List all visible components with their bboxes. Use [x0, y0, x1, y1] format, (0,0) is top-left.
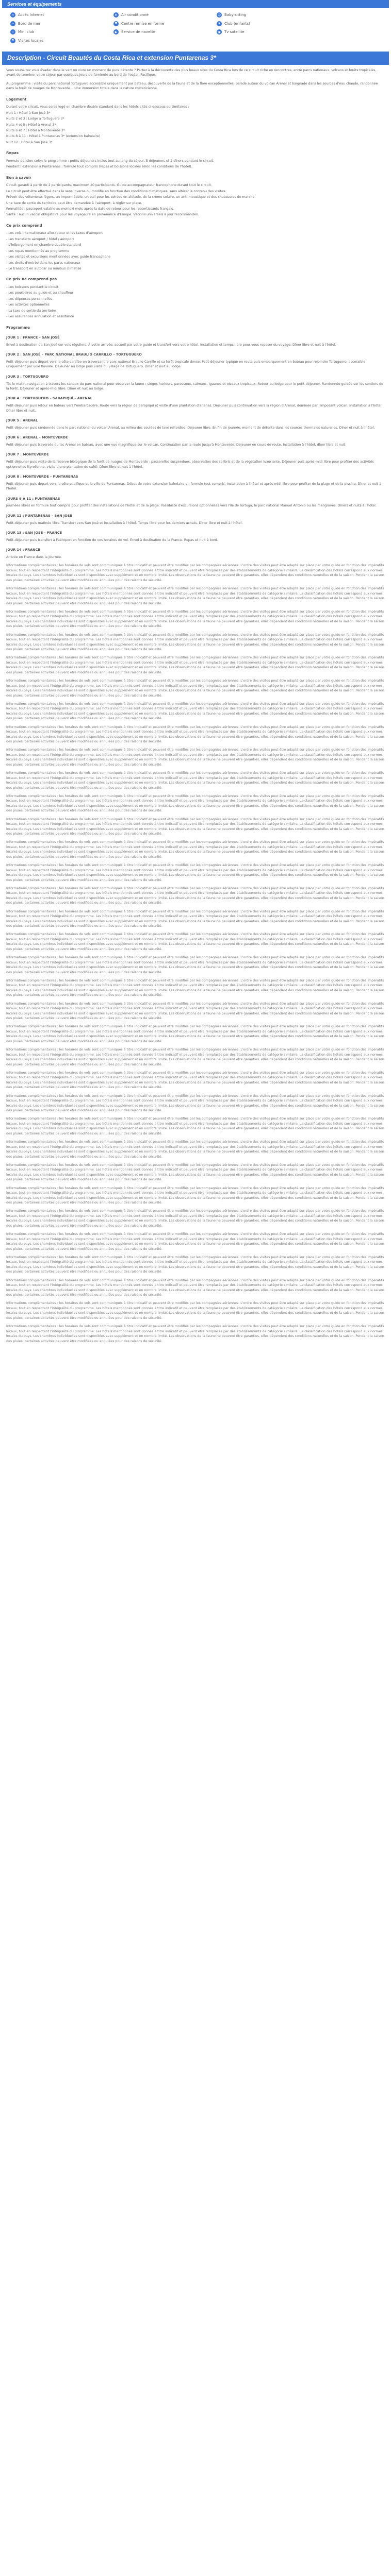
bon-a-savoir-list	[6, 183, 385, 217]
info-paragraph: Informations complémentaires : les horaires de vols sont communiqués à titre indicatif et peuvent être modifiés par les compagnies aériennes. L'ordre des visites peut être adapté sur place par votre guide en fonction des impératifs locaux, tout en respectant l'intégralité du programme. Les hôtels mentionnés sont donnés à titre indicatif et peuvent être remplacés par des établissements de catégorie similaire. La classification des hôtels correspond aux normes locales du pays. Les chambres individuelles sont disponibles avec supplément et en nombre limité. Les observations de la faune ne peuvent être garanties, elles dépendent des conditions naturelles et de la saison. Pendant la saison des pluies, certaines activités peuvent être modifiées ou annulées pour des raisons de sécurité.	[6, 933, 384, 951]
day-text: Petit-déjeuner puis matinée libre. Transfert vers San José et installation à l'hôtel. Temps libre pour les derniers achats. Dîner libre et nuit à l'hôtel.	[6, 521, 243, 525]
additional-info	[6, 563, 385, 1344]
day-text: Petit-déjeuner puis visite de la réserve biologique de la forêt de nuages de Monteverde : passerelles suspendues, observation des colibris et de la végétation luxuriante. Déjeuner puis après-midi libre pour profiter des activités optionnelles (tyrolienne, visite d'une plantation de café). Dîner libre et nuit à l'hôtel.	[6, 460, 374, 469]
day-text: Petit-déjeuner puis randonnée dans le parc national du volcan Arenal, au milieu des coulées de lave refroidies. Déjeuner libre. En fin de journée, moment de détente dans les sources thermales naturelles. Dîner et nuit à l'hôtel.	[6, 426, 375, 430]
day-text: Petit-déjeuner puis retour en bateau vers l'embarcadère. Route vers la région de Sarapiquí et visite d'une plantation d'ananas. Déjeuner puis continuation vers la région d'Arenal, dominée par l'imposant volcan. Installation à l'hôtel. Dîner libre et nuit.	[6, 404, 383, 413]
info-paragraph: Informations complémentaires : les horaires de vols sont communiqués à titre indicatif et peuvent être modifiés par les compagnies aériennes. L'ordre des visites peut être adapté sur place par votre guide en fonction des impératifs locaux, tout en respectant l'intégralité du programme. Les hôtels mentionnés sont donnés à titre indicatif et peuvent être remplacés par des établissements de catégorie similaire. La classification des hôtels correspond aux normes locales du pays. Les chambres individuelles sont disponibles avec supplément et en nombre limité. Les observations de la faune ne peuvent être garanties, elles dépendent des conditions naturelles et de la saison. Pendant la saison des pluies, certaines activités peuvent être modifiées ou annulées pour des raisons de sécurité.	[6, 1255, 384, 1274]
mini-club-icon: ☆	[10, 29, 15, 35]
service-item	[10, 21, 93, 27]
service-label: Baby-sitting	[224, 13, 246, 17]
info-paragraph: Informations complémentaires : les horaires de vols sont communiqués à titre indicatif et peuvent être modifiés par les compagnies aériennes. L'ordre des visites peut être adapté sur place par votre guide en fonction des impératifs locaux, tout en respectant l'intégralité du programme. Les hôtels mentionnés sont donnés à titre indicatif et peuvent être remplacés par des établissements de catégorie similaire. La classification des hôtels correspond aux normes locales du pays. Les chambres individuelles sont disponibles avec supplément et en nombre limité. Les observations de la faune ne peuvent être garanties, elles dépendent des conditions naturelles et de la saison. Pendant la saison des pluies, certaines activités peuvent être modifiées ou annulées pour des raisons de sécurité.	[6, 978, 384, 997]
logement-line: Nuits 6 et 7 : Hôtel à Monteverde 3*	[6, 129, 65, 132]
exclus-line: - La taxe de sortie du territoire	[6, 309, 56, 313]
info-paragraph: Informations complémentaires : les horaires de vols sont communiqués à titre indicatif et peuvent être modifiés par les compagnies aériennes. L'ordre des visites peut être adapté sur place par votre guide en fonction des impératifs locaux, tout en respectant l'intégralité du programme. Les hôtels mentionnés sont donnés à titre indicatif et peuvent être remplacés par des établissements de catégorie similaire. La classification des hôtels correspond aux normes locales du pays. Les chambres individuelles sont disponibles avec supplément et en nombre limité. Les observations de la faune ne peuvent être garanties, elles dépendent des conditions naturelles et de la saison. Pendant la saison des pluies, certaines activités peuvent être modifiées ou annulées pour des raisons de sécurité.	[6, 863, 384, 882]
description-content	[0, 65, 391, 1344]
info-paragraph: Informations complémentaires : les horaires de vols sont communiqués à titre indicatif et peuvent être modifiés par les compagnies aériennes. L'ordre des visites peut être adapté sur place par votre guide en fonction des impératifs locaux, tout en respectant l'intégralité du programme. Les hôtels mentionnés sont donnés à titre indicatif et peuvent être remplacés par des établissements de catégorie similaire. La classification des hôtels correspond aux normes locales du pays. Les chambres individuelles sont disponibles avec supplément et en nombre limité. Les observations de la faune ne peuvent être garanties, elles dépendent des conditions naturelles et de la saison. Pendant la saison des pluies, certaines activités peuvent être modifiées ou annulées pour des raisons de sécurité.	[6, 817, 384, 836]
info-paragraph: Informations complémentaires : les horaires de vols sont communiqués à titre indicatif et peuvent être modifiés par les compagnies aériennes. L'ordre des visites peut être adapté sur place par votre guide en fonction des impératifs locaux, tout en respectant l'intégralité du programme. Les hôtels mentionnés sont donnés à titre indicatif et peuvent être remplacés par des établissements de catégorie similaire. La classification des hôtels correspond aux normes locales du pays. Les chambres individuelles sont disponibles avec supplément et en nombre limité. Les observations de la faune ne peuvent être garanties, elles dépendent des conditions naturelles et de la saison. Pendant la saison des pluies, certaines activités peuvent être modifiées ou annulées pour des raisons de sécurité.	[6, 1002, 384, 1020]
baby-icon: ☺	[217, 13, 221, 17]
repas-line: Formule pension selon le programme : petits-déjeuners inclus tout au long du séjour, 5 déjeuners et 2 dîners pendant le circuit.	[6, 159, 214, 163]
inclus-line: - L'hébergement en chambre double standard	[6, 243, 82, 247]
bon-line: Prévoir des vêtements légers, un imperméable, un pull pour les soirées en altitude, de la crème solaire, un anti-moustique et des chaussures de marche.	[6, 195, 256, 199]
bon-line: Formalités : passeport valable au moins 6 mois après la date de retour pour les ressortissants français.	[6, 207, 174, 211]
repas-list	[6, 159, 385, 170]
day-title: JOUR 8 : MONTEVERDE – PUNTARENAS	[6, 474, 78, 479]
day-title: JOUR 5 : ARENAL	[6, 418, 38, 423]
tv-icon: ▣	[217, 29, 222, 35]
info-paragraph: Informations complémentaires : les horaires de vols sont communiqués à titre indicatif et peuvent être modifiés par les compagnies aériennes. L'ordre des visites peut être adapté sur place par votre guide en fonction des impératifs locaux, tout en respectant l'intégralité du programme. Les hôtels mentionnés sont donnés à titre indicatif et peuvent être remplacés par des établissements de catégorie similaire. La classification des hôtels correspond aux normes locales du pays. Les chambres individuelles sont disponibles avec supplément et en nombre limité. Les observations de la faune ne peuvent être garanties, elles dépendent des conditions naturelles et de la saison. Pendant la saison des pluies, certaines activités peuvent être modifiées ou annulées pour des raisons de sécurité.	[6, 909, 384, 928]
logement-line: Durant votre circuit, vous serez logé en chambre double standard dans les hôtels cités ci-dessous ou similaires :	[6, 105, 189, 109]
logement-line: Nuits 4 et 5 : Hôtel à Arenal 3*	[6, 123, 56, 127]
info-paragraph: Informations complémentaires : les horaires de vols sont communiqués à titre indicatif et peuvent être modifiés par les compagnies aériennes. L'ordre des visites peut être adapté sur place par votre guide en fonction des impératifs locaux, tout en respectant l'intégralité du programme. Les hôtels mentionnés sont donnés à titre indicatif et peuvent être remplacés par des établissements de catégorie similaire. La classification des hôtels correspond aux normes locales du pays. Les chambres individuelles sont disponibles avec supplément et en nombre limité. Les observations de la faune ne peuvent être garanties, elles dépendent des conditions naturelles et de la saison. Pendant la saison des pluies, certaines activités peuvent être modifiées ou annulées pour des raisons de sécurité.	[6, 1163, 384, 1182]
exclus-list	[6, 285, 385, 319]
info-paragraph: Informations complémentaires : les horaires de vols sont communiqués à titre indicatif et peuvent être modifiés par les compagnies aériennes. L'ordre des visites peut être adapté sur place par votre guide en fonction des impératifs locaux, tout en respectant l'intégralité du programme. Les hôtels mentionnés sont donnés à titre indicatif et peuvent être remplacés par des établissements de catégorie similaire. La classification des hôtels correspond aux normes locales du pays. Les chambres individuelles sont disponibles avec supplément et en nombre limité. Les observations de la faune ne peuvent être garanties, elles dépendent des conditions naturelles et de la saison. Pendant la saison des pluies, certaines activités peuvent être modifiées ou annulées pour des raisons de sécurité.	[6, 886, 384, 905]
service-label: Centre remise en forme	[121, 21, 165, 26]
service-item	[217, 29, 299, 35]
description-intro	[6, 68, 385, 91]
programme-days	[6, 335, 385, 560]
service-item	[113, 12, 196, 18]
info-paragraph: Informations complémentaires : les horaires de vols sont communiqués à titre indicatif et peuvent être modifiés par les compagnies aériennes. L'ordre des visites peut être adapté sur place par votre guide en fonction des impératifs locaux, tout en respectant l'intégralité du programme. Les hôtels mentionnés sont donnés à titre indicatif et peuvent être remplacés par des établissements de catégorie similaire. La classification des hôtels correspond aux normes locales du pays. Les chambres individuelles sont disponibles avec supplément et en nombre limité. Les observations de la faune ne peuvent être garanties, elles dépendent des conditions naturelles et de la saison. Pendant la saison des pluies, certaines activités peuvent être modifiées ou annulées pour des raisons de sécurité.	[6, 840, 384, 859]
bon-line: Une taxe de sortie du territoire peut être demandée à l'aéroport, à régler sur place.	[6, 201, 142, 205]
fitness-icon: ♥	[113, 21, 119, 26]
intro-line: Au programme : visite du parc national Tortuguero accessible uniquement par bateau, découverte de la faune et de la flore exceptionnelles, balade autour du volcan Arenal et baignade dans les sources d'eau chaude, randonnée dans la forêt de nuages de Monteverde… Une immersion totale dans la nature costaricienne.	[6, 81, 378, 91]
service-item	[113, 29, 196, 35]
day-title: JOUR 1 : FRANCE – SAN JOSÉ	[6, 335, 60, 340]
service-label: Club (enfants)	[224, 21, 250, 26]
sea-icon: ∼	[10, 21, 15, 26]
intro-line: Vous souhaitez vous évader dans le vert ou vivre un moment de pure détente ? Partez à la découverte des plus beaux sites du Costa Rica lors de ce circuit riche en rencontres, entre parcs nationaux, volcans et forêts tropicales, avant de terminer votre séjour par quelques jours de farniente au bord de l'océan Pacifique.	[6, 69, 377, 77]
info-paragraph: Informations complémentaires : les horaires de vols sont communiqués à titre indicatif et peuvent être modifiés par les compagnies aériennes. L'ordre des visites peut être adapté sur place par votre guide en fonction des impératifs locaux, tout en respectant l'intégralité du programme. Les hôtels mentionnés sont donnés à titre indicatif et peuvent être remplacés par des établissements de catégorie similaire. La classification des hôtels correspond aux normes locales du pays. Les chambres individuelles sont disponibles avec supplément et en nombre limité. Les observations de la faune ne peuvent être garanties, elles dépendent des conditions naturelles et de la saison. Pendant la saison des pluies, certaines activités peuvent être modifiées ou annulées pour des raisons de sécurité.	[6, 1071, 384, 1090]
day-title: JOUR 7 : MONTEVERDE	[6, 452, 49, 457]
service-item	[113, 21, 196, 27]
exclus-line: - Les pourboires au guide et au chauffeur	[6, 291, 74, 295]
day-title: JOUR 13 : SAN JOSÉ – FRANCE	[6, 531, 62, 535]
services-list	[0, 8, 391, 46]
day-title: JOURS 9 À 11 : PUNTARENAS	[6, 496, 60, 501]
repas-line: Pendant l'extension à Puntarenas : formule tout compris (repas et boissons locales selon les conditions de l'hôtel).	[6, 165, 192, 169]
description-header: Description - Circuit Beautés du Costa Rica et extension Puntarenas 3*	[2, 52, 389, 65]
kids-club-icon: ★	[217, 21, 222, 26]
day-text: Journées libres en formule tout compris pour profiter des installations de l'hôtel et de la plage. Possibilité d'excursions optionnelles vers l'île de Tortuga, le parc national Manuel Antonio ou les mangroves. Dîners et nuits à l'hôtel.	[6, 504, 377, 508]
service-item	[10, 29, 93, 35]
info-paragraph: Informations complémentaires : les horaires de vols sont communiqués à titre indicatif et peuvent être modifiés par les compagnies aériennes. L'ordre des visites peut être adapté sur place par votre guide en fonction des impératifs locaux, tout en respectant l'intégralité du programme. Les hôtels mentionnés sont donnés à titre indicatif et peuvent être remplacés par des établissements de catégorie similaire. La classification des hôtels correspond aux normes locales du pays. Les chambres individuelles sont disponibles avec supplément et en nombre limité. Les observations de la faune ne peuvent être garanties, elles dépendent des conditions naturelles et de la saison. Pendant la saison des pluies, certaines activités peuvent être modifiées ou annulées pour des raisons de sécurité.	[6, 587, 384, 605]
inclus-line: - Les repas mentionnés au programme	[6, 249, 70, 253]
day-title: JOUR 4 : TORTUGUERO – SARAPIQUÍ – ARENAL	[6, 396, 92, 401]
info-paragraph: Informations complémentaires : les horaires de vols sont communiqués à titre indicatif et peuvent être modifiés par les compagnies aériennes. L'ordre des visites peut être adapté sur place par votre guide en fonction des impératifs locaux, tout en respectant l'intégralité du programme. Les hôtels mentionnés sont donnés à titre indicatif et peuvent être remplacés par des établissements de catégorie similaire. La classification des hôtels correspond aux normes locales du pays. Les chambres individuelles sont disponibles avec supplément et en nombre limité. Les observations de la faune ne peuvent être garanties, elles dépendent des conditions naturelles et de la saison. Pendant la saison des pluies, certaines activités peuvent être modifiées ou annulées pour des raisons de sécurité.	[6, 1301, 384, 1320]
exclus-line: - Les boissons pendant le circuit	[6, 285, 59, 289]
service-item	[10, 38, 93, 44]
logement-title: Logement	[6, 97, 27, 101]
inclus-line: - Les visites et excursions mentionnées avec guide francophone	[6, 255, 111, 259]
info-paragraph: Informations complémentaires : les horaires de vols sont communiqués à titre indicatif et peuvent être modifiés par les compagnies aériennes. L'ordre des visites peut être adapté sur place par votre guide en fonction des impératifs locaux, tout en respectant l'intégralité du programme. Les hôtels mentionnés sont donnés à titre indicatif et peuvent être remplacés par des établissements de catégorie similaire. La classification des hôtels correspond aux normes locales du pays. Les chambres individuelles sont disponibles avec supplément et en nombre limité. Les observations de la faune ne peuvent être garanties, elles dépendent des conditions naturelles et de la saison. Pendant la saison des pluies, certaines activités peuvent être modifiées ou annulées pour des raisons de sécurité.	[6, 1117, 384, 1136]
info-paragraph: Informations complémentaires : les horaires de vols sont communiqués à titre indicatif et peuvent être modifiés par les compagnies aériennes. L'ordre des visites peut être adapté sur place par votre guide en fonction des impératifs locaux, tout en respectant l'intégralité du programme. Les hôtels mentionnés sont donnés à titre indicatif et peuvent être remplacés par des établissements de catégorie similaire. La classification des hôtels correspond aux normes locales du pays. Les chambres individuelles sont disponibles avec supplément et en nombre limité. Les observations de la faune ne peuvent être garanties, elles dépendent des conditions naturelles et de la saison. Pendant la saison des pluies, certaines activités peuvent être modifiées ou annulées pour des raisons de sécurité.	[6, 702, 384, 721]
bon-line: Santé : aucun vaccin obligatoire pour les voyageurs en provenance d'Europe. Vaccins universels à jour recommandés.	[6, 213, 199, 217]
inclus-line: - Le transport en autocar ou minibus climatisé	[6, 266, 82, 270]
programme-title: Programme	[6, 325, 30, 330]
info-paragraph: Informations complémentaires : les horaires de vols sont communiqués à titre indicatif et peuvent être modifiés par les compagnies aériennes. L'ordre des visites peut être adapté sur place par votre guide en fonction des impératifs locaux, tout en respectant l'intégralité du programme. Les hôtels mentionnés sont donnés à titre indicatif et peuvent être remplacés par des établissements de catégorie similaire. La classification des hôtels correspond aux normes locales du pays. Les chambres individuelles sont disponibles avec supplément et en nombre limité. Les observations de la faune ne peuvent être garanties, elles dépendent des conditions naturelles et de la saison. Pendant la saison des pluies, certaines activités peuvent être modifiées ou annulées pour des raisons de sécurité.	[6, 1094, 384, 1112]
inclus-line: - Les vols internationaux aller-retour et les taxes d'aéroport	[6, 231, 103, 235]
inclus-line: - Les transferts aéroport / hôtel / aéroport	[6, 237, 74, 241]
logement-line: Nuit 12 : Hôtel à San José 3*	[6, 140, 53, 144]
info-paragraph: Informations complémentaires : les horaires de vols sont communiqués à titre indicatif et peuvent être modifiés par les compagnies aériennes. L'ordre des visites peut être adapté sur place par votre guide en fonction des impératifs locaux, tout en respectant l'intégralité du programme. Les hôtels mentionnés sont donnés à titre indicatif et peuvent être remplacés par des établissements de catégorie similaire. La classification des hôtels correspond aux normes locales du pays. Les chambres individuelles sont disponibles avec supplément et en nombre limité. Les observations de la faune ne peuvent être garanties, elles dépendent des conditions naturelles et de la saison. Pendant la saison des pluies, certaines activités peuvent être modifiées ou annulées pour des raisons de sécurité.	[6, 1278, 384, 1297]
inclus-title: Ce prix comprend	[6, 223, 42, 228]
service-label: Air conditionné	[121, 13, 149, 17]
logement-list	[6, 105, 385, 145]
service-item	[217, 12, 299, 18]
day-title: JOUR 14 : FRANCE	[6, 548, 40, 552]
exclus-title: Ce prix ne comprend pas	[6, 277, 57, 282]
bon-a-savoir-title: Bon à savoir	[6, 175, 31, 180]
service-label: Tv satellite	[224, 30, 245, 34]
day-title: JOUR 12 : PUNTARENAS – SAN JOSÉ	[6, 513, 72, 518]
service-label: Accès Internet	[18, 13, 44, 17]
info-paragraph: Informations complémentaires : les horaires de vols sont communiqués à titre indicatif et peuvent être modifiés par les compagnies aériennes. L'ordre des visites peut être adapté sur place par votre guide en fonction des impératifs locaux, tout en respectant l'intégralité du programme. Les hôtels mentionnés sont donnés à titre indicatif et peuvent être remplacés par des établissements de catégorie similaire. La classification des hôtels correspond aux normes locales du pays. Les chambres individuelles sont disponibles avec supplément et en nombre limité. Les observations de la faune ne peuvent être garanties, elles dépendent des conditions naturelles et de la saison. Pendant la saison des pluies, certaines activités peuvent être modifiées ou annulées pour des raisons de sécurité.	[6, 1325, 384, 1343]
info-paragraph: Informations complémentaires : les horaires de vols sont communiqués à titre indicatif et peuvent être modifiés par les compagnies aériennes. L'ordre des visites peut être adapté sur place par votre guide en fonction des impératifs locaux, tout en respectant l'intégralité du programme. Les hôtels mentionnés sont donnés à titre indicatif et peuvent être remplacés par des établissements de catégorie similaire. La classification des hôtels correspond aux normes locales du pays. Les chambres individuelles sont disponibles avec supplément et en nombre limité. Les observations de la faune ne peuvent être garanties, elles dépendent des conditions naturelles et de la saison. Pendant la saison des pluies, certaines activités peuvent être modifiées ou annulées pour des raisons de sécurité.	[6, 1140, 384, 1159]
day-text: Tôt le matin, navigation à travers les canaux du parc national pour observer la faune : singes hurleurs, paresseux, caïmans, iguanes et oiseaux tropicaux. Retour au lodge pour le petit-déjeuner. Randonnée guidée sur les sentiers de la forêt. Déjeuner et après-midi libre. Dîner et nuit au lodge.	[6, 382, 383, 391]
exclus-line: - Les activités optionnelles	[6, 303, 50, 307]
logement-line: Nuit 1 : Hôtel à San José 3*	[6, 111, 51, 115]
day-title: JOUR 6 : ARENAL – MONTEVERDE	[6, 435, 68, 440]
info-paragraph: Informations complémentaires : les horaires de vols sont communiqués à titre indicatif et peuvent être modifiés par les compagnies aériennes. L'ordre des visites peut être adapté sur place par votre guide en fonction des impératifs locaux, tout en respectant l'intégralité du programme. Les hôtels mentionnés sont donnés à titre indicatif et peuvent être remplacés par des établissements de catégorie similaire. La classification des hôtels correspond aux normes locales du pays. Les chambres individuelles sont disponibles avec supplément et en nombre limité. Les observations de la faune ne peuvent être garanties, elles dépendent des conditions naturelles et de la saison. Pendant la saison des pluies, certaines activités peuvent être modifiées ou annulées pour des raisons de sécurité.	[6, 1209, 384, 1228]
bon-line: Circuit garanti à partir de 2 participants, maximum 20 participants. Guide accompagnateur francophone durant tout le circuit.	[6, 183, 212, 188]
info-paragraph: Informations complémentaires : les horaires de vols sont communiqués à titre indicatif et peuvent être modifiés par les compagnies aériennes. L'ordre des visites peut être adapté sur place par votre guide en fonction des impératifs locaux, tout en respectant l'intégralité du programme. Les hôtels mentionnés sont donnés à titre indicatif et peuvent être remplacés par des établissements de catégorie similaire. La classification des hôtels correspond aux normes locales du pays. Les chambres individuelles sont disponibles avec supplément et en nombre limité. Les observations de la faune ne peuvent être garanties, elles dépendent des conditions naturelles et de la saison. Pendant la saison des pluies, certaines activités peuvent être modifiées ou annulées pour des raisons de sécurité.	[6, 771, 384, 790]
service-label: Visites locales	[18, 38, 44, 43]
info-paragraph: Informations complémentaires : les horaires de vols sont communiqués à titre indicatif et peuvent être modifiés par les compagnies aériennes. L'ordre des visites peut être adapté sur place par votre guide en fonction des impératifs locaux, tout en respectant l'intégralité du programme. Les hôtels mentionnés sont donnés à titre indicatif et peuvent être remplacés par des établissements de catégorie similaire. La classification des hôtels correspond aux normes locales du pays. Les chambres individuelles sont disponibles avec supplément et en nombre limité. Les observations de la faune ne peuvent être garanties, elles dépendent des conditions naturelles et de la saison. Pendant la saison des pluies, certaines activités peuvent être modifiées ou annulées pour des raisons de sécurité.	[6, 633, 384, 651]
sightseeing-icon: ⚑	[10, 38, 15, 43]
info-paragraph: Informations complémentaires : les horaires de vols sont communiqués à titre indicatif et peuvent être modifiés par les compagnies aériennes. L'ordre des visites peut être adapté sur place par votre guide en fonction des impératifs locaux, tout en respectant l'intégralité du programme. Les hôtels mentionnés sont donnés à titre indicatif et peuvent être remplacés par des établissements de catégorie similaire. La classification des hôtels correspond aux normes locales du pays. Les chambres individuelles sont disponibles avec supplément et en nombre limité. Les observations de la faune ne peuvent être garanties, elles dépendent des conditions naturelles et de la saison. Pendant la saison des pluies, certaines activités peuvent être modifiées ou annulées pour des raisons de sécurité.	[6, 1186, 384, 1205]
info-paragraph: Informations complémentaires : les horaires de vols sont communiqués à titre indicatif et peuvent être modifiés par les compagnies aériennes. L'ordre des visites peut être adapté sur place par votre guide en fonction des impératifs locaux, tout en respectant l'intégralité du programme. Les hôtels mentionnés sont donnés à titre indicatif et peuvent être remplacés par des établissements de catégorie similaire. La classification des hôtels correspond aux normes locales du pays. Les chambres individuelles sont disponibles avec supplément et en nombre limité. Les observations de la faune ne peuvent être garanties, elles dépendent des conditions naturelles et de la saison. Pendant la saison des pluies, certaines activités peuvent être modifiées ou annulées pour des raisons de sécurité.	[6, 679, 384, 698]
inclus-line: - Les droits d'entrée dans les parcs nationaux	[6, 261, 80, 265]
service-item	[10, 12, 93, 18]
day-text: Envol à destination de San José sur vols réguliers. À votre arrivée, accueil par votre guide et transfert vers votre hôtel. Installation et temps libre pour vous reposer du voyage. Dîner libre et nuit à l'hôtel.	[6, 343, 336, 347]
info-paragraph: Informations complémentaires : les horaires de vols sont communiqués à titre indicatif et peuvent être modifiés par les compagnies aériennes. L'ordre des visites peut être adapté sur place par votre guide en fonction des impératifs locaux, tout en respectant l'intégralité du programme. Les hôtels mentionnés sont donnés à titre indicatif et peuvent être remplacés par des établissements de catégorie similaire. La classification des hôtels correspond aux normes locales du pays. Les chambres individuelles sont disponibles avec supplément et en nombre limité. Les observations de la faune ne peuvent être garanties, elles dépendent des conditions naturelles et de la saison. Pendant la saison des pluies, certaines activités peuvent être modifiées ou annulées pour des raisons de sécurité.	[6, 656, 384, 674]
shuttle-icon: ▶	[113, 29, 119, 35]
info-paragraph: Informations complémentaires : les horaires de vols sont communiqués à titre indicatif et peuvent être modifiés par les compagnies aériennes. L'ordre des visites peut être adapté sur place par votre guide en fonction des impératifs locaux, tout en respectant l'intégralité du programme. Les hôtels mentionnés sont donnés à titre indicatif et peuvent être remplacés par des établissements de catégorie similaire. La classification des hôtels correspond aux normes locales du pays. Les chambres individuelles sont disponibles avec supplément et en nombre limité. Les observations de la faune ne peuvent être garanties, elles dépendent des conditions naturelles et de la saison. Pendant la saison des pluies, certaines activités peuvent être modifiées ou annulées pour des raisons de sécurité.	[6, 1048, 384, 1066]
info-paragraph: Informations complémentaires : les horaires de vols sont communiqués à titre indicatif et peuvent être modifiés par les compagnies aériennes. L'ordre des visites peut être adapté sur place par votre guide en fonction des impératifs locaux, tout en respectant l'intégralité du programme. Les hôtels mentionnés sont donnés à titre indicatif et peuvent être remplacés par des établissements de catégorie similaire. La classification des hôtels correspond aux normes locales du pays. Les chambres individuelles sont disponibles avec supplément et en nombre limité. Les observations de la faune ne peuvent être garanties, elles dépendent des conditions naturelles et de la saison. Pendant la saison des pluies, certaines activités peuvent être modifiées ou annulées pour des raisons de sécurité.	[6, 609, 384, 629]
exclus-line: - Les dépenses personnelles	[6, 297, 53, 301]
info-paragraph: Informations complémentaires : les horaires de vols sont communiqués à titre indicatif et peuvent être modifiés par les compagnies aériennes. L'ordre des visites peut être adapté sur place par votre guide en fonction des impératifs locaux, tout en respectant l'intégralité du programme. Les hôtels mentionnés sont donnés à titre indicatif et peuvent être remplacés par des établissements de catégorie similaire. La classification des hôtels correspond aux normes locales du pays. Les chambres individuelles sont disponibles avec supplément et en nombre limité. Les observations de la faune ne peuvent être garanties, elles dépendent des conditions naturelles et de la saison. Pendant la saison des pluies, certaines activités peuvent être modifiées ou annulées pour des raisons de sécurité.	[6, 748, 384, 767]
info-paragraph: Informations complémentaires : les horaires de vols sont communiqués à titre indicatif et peuvent être modifiés par les compagnies aériennes. L'ordre des visites peut être adapté sur place par votre guide en fonction des impératifs locaux, tout en respectant l'intégralité du programme. Les hôtels mentionnés sont donnés à titre indicatif et peuvent être remplacés par des établissements de catégorie similaire. La classification des hôtels correspond aux normes locales du pays. Les chambres individuelles sont disponibles avec supplément et en nombre limité. Les observations de la faune ne peuvent être garanties, elles dépendent des conditions naturelles et de la saison. Pendant la saison des pluies, certaines activités peuvent être modifiées ou annulées pour des raisons de sécurité.	[6, 564, 384, 582]
day-text: Arrivée en France dans la journée.	[6, 555, 62, 559]
info-paragraph: Informations complémentaires : les horaires de vols sont communiqués à titre indicatif et peuvent être modifiés par les compagnies aériennes. L'ordre des visites peut être adapté sur place par votre guide en fonction des impératifs locaux, tout en respectant l'intégralité du programme. Les hôtels mentionnés sont donnés à titre indicatif et peuvent être remplacés par des établissements de catégorie similaire. La classification des hôtels correspond aux normes locales du pays. Les chambres individuelles sont disponibles avec supplément et en nombre limité. Les observations de la faune ne peuvent être garanties, elles dépendent des conditions naturelles et de la saison. Pendant la saison des pluies, certaines activités peuvent être modifiées ou annulées pour des raisons de sécurité.	[6, 725, 384, 743]
repas-title: Repas	[6, 151, 19, 156]
wifi-icon: ≈	[10, 12, 15, 18]
service-label: Service de navette	[121, 30, 156, 34]
service-label: Bord de mer	[18, 21, 41, 26]
info-paragraph: Informations complémentaires : les horaires de vols sont communiqués à titre indicatif et peuvent être modifiés par les compagnies aériennes. L'ordre des visites peut être adapté sur place par votre guide en fonction des impératifs locaux, tout en respectant l'intégralité du programme. Les hôtels mentionnés sont donnés à titre indicatif et peuvent être remplacés par des établissements de catégorie similaire. La classification des hôtels correspond aux normes locales du pays. Les chambres individuelles sont disponibles avec supplément et en nombre limité. Les observations de la faune ne peuvent être garanties, elles dépendent des conditions naturelles et de la saison. Pendant la saison des pluies, certaines activités peuvent être modifiées ou annulées pour des raisons de sécurité.	[6, 794, 384, 813]
day-text: Petit-déjeuner puis traversée du lac Arenal en bateau, avec une vue magnifique sur le volcan. Continuation par la route jusqu'à Monteverde. Déjeuner en cours de route. Installation à l'hôtel, dîner libre et nuit.	[6, 443, 347, 447]
info-paragraph: Informations complémentaires : les horaires de vols sont communiqués à titre indicatif et peuvent être modifiés par les compagnies aériennes. L'ordre des visites peut être adapté sur place par votre guide en fonction des impératifs locaux, tout en respectant l'intégralité du programme. Les hôtels mentionnés sont donnés à titre indicatif et peuvent être remplacés par des établissements de catégorie similaire. La classification des hôtels correspond aux normes locales du pays. Les chambres individuelles sont disponibles avec supplément et en nombre limité. Les observations de la faune ne peuvent être garanties, elles dépendent des conditions naturelles et de la saison. Pendant la saison des pluies, certaines activités peuvent être modifiées ou annulées pour des raisons de sécurité.	[6, 1232, 384, 1251]
day-title: JOUR 2 : SAN JOSÉ – PARC NATIONAL BRAULIO CARRILLO – TORTUGUERO	[6, 352, 142, 357]
services-header: Services et équipements	[2, 0, 389, 8]
day-text: Petit-déjeuner puis départ vers la côte caraïbe en traversant le parc national Braulio Carrillo et sa forêt tropicale dense. Petit-déjeuner typique en route puis embarquement en bateau pour rejoindre Tortuguero, accessible uniquement par voie fluviale. Déjeuner au lodge puis visite du village de Tortuguero. Dîner et nuit au lodge.	[6, 360, 366, 369]
service-item	[217, 21, 299, 27]
exclus-line: - Les assurances annulation et assistance	[6, 315, 74, 319]
day-text: Petit-déjeuner puis transfert à l'aéroport en fonction de vos horaires de vol. Envol à destination de la France. Repas et nuit à bord.	[6, 538, 218, 542]
inclus-list	[6, 231, 385, 271]
bon-line: Le circuit peut être effectué dans le sens inverse ou modifié en fonction des conditions climatiques, sans altérer le contenu des visites.	[6, 189, 226, 193]
day-title: JOUR 3 : TORTUGUERO	[6, 374, 49, 379]
info-paragraph: Informations complémentaires : les horaires de vols sont communiqués à titre indicatif et peuvent être modifiés par les compagnies aériennes. L'ordre des visites peut être adapté sur place par votre guide en fonction des impératifs locaux, tout en respectant l'intégralité du programme. Les hôtels mentionnés sont donnés à titre indicatif et peuvent être remplacés par des établissements de catégorie similaire. La classification des hôtels correspond aux normes locales du pays. Les chambres individuelles sont disponibles avec supplément et en nombre limité. Les observations de la faune ne peuvent être garanties, elles dépendent des conditions naturelles et de la saison. Pendant la saison des pluies, certaines activités peuvent être modifiées ou annulées pour des raisons de sécurité.	[6, 956, 384, 974]
logement-line: Nuits 2 et 3 : Lodge à Tortuguero 3*	[6, 117, 64, 121]
info-paragraph: Informations complémentaires : les horaires de vols sont communiqués à titre indicatif et peuvent être modifiés par les compagnies aériennes. L'ordre des visites peut être adapté sur place par votre guide en fonction des impératifs locaux, tout en respectant l'intégralité du programme. Les hôtels mentionnés sont donnés à titre indicatif et peuvent être remplacés par des établissements de catégorie similaire. La classification des hôtels correspond aux normes locales du pays. Les chambres individuelles sont disponibles avec supplément et en nombre limité. Les observations de la faune ne peuvent être garanties, elles dépendent des conditions naturelles et de la saison. Pendant la saison des pluies, certaines activités peuvent être modifiées ou annulées pour des raisons de sécurité.	[6, 1025, 384, 1043]
air-conditioning-icon: ❄	[113, 12, 119, 18]
service-label: Mini club	[18, 30, 35, 34]
day-text: Petit-déjeuner puis départ vers la côte pacifique et la ville de Puntarenas. Début de votre extension balnéaire en formule tout compris. Installation à l'hôtel et après-midi libre pour profiter de la plage et de la piscine. Dîner et nuit à l'hôtel.	[6, 482, 382, 491]
logement-line: Nuits 8 à 11 : Hôtel à Puntarenas 3* (extension balnéaire)	[6, 134, 101, 139]
